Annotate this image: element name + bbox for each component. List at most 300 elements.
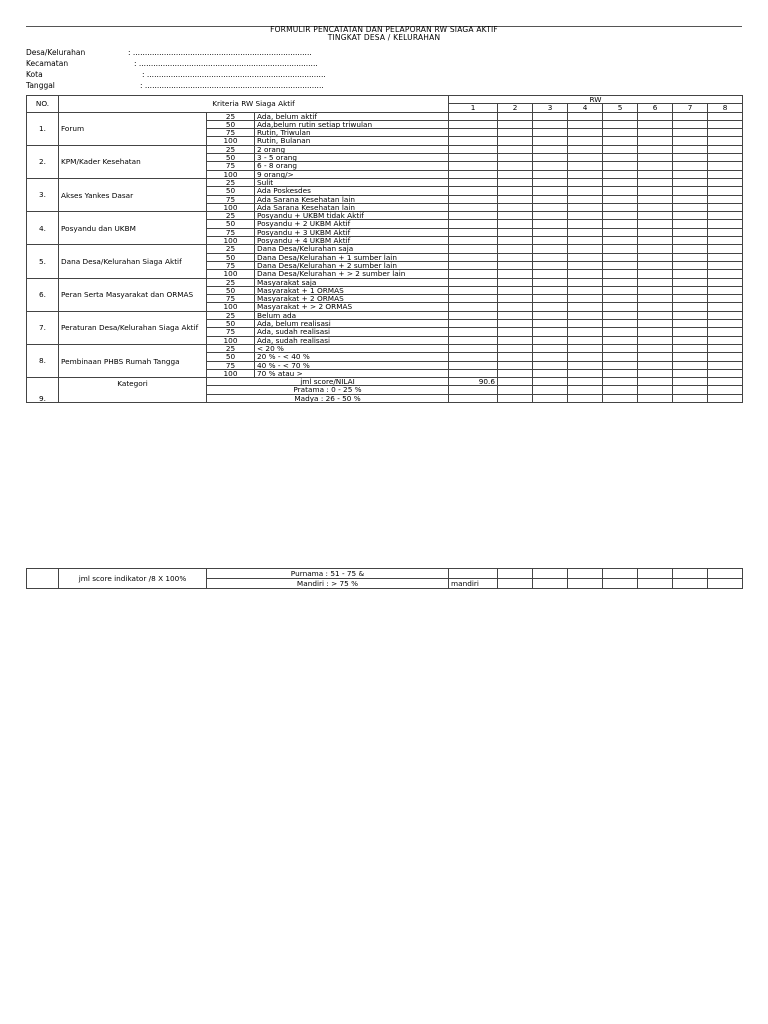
rw-cell[interactable] (533, 212, 568, 220)
rw-cell[interactable] (708, 170, 743, 178)
rw-cell[interactable] (673, 320, 708, 328)
rw-cell[interactable] (708, 569, 743, 579)
rw-cell[interactable] (673, 569, 708, 579)
rw-cell[interactable] (638, 394, 673, 402)
rw-cell[interactable] (603, 378, 638, 386)
rw-cell[interactable] (568, 344, 603, 352)
rw-cell[interactable] (603, 145, 638, 153)
rw-cell[interactable] (708, 394, 743, 402)
rw-cell[interactable] (533, 394, 568, 402)
rw-cell[interactable] (568, 295, 603, 303)
rw-cell[interactable] (498, 212, 533, 220)
rw-cell[interactable] (708, 220, 743, 228)
rw-cell[interactable] (673, 154, 708, 162)
rw-cell[interactable] (603, 137, 638, 145)
rw-cell[interactable] (449, 237, 498, 245)
rw-cell[interactable] (533, 162, 568, 170)
rw-cell[interactable] (603, 394, 638, 402)
rw-cell[interactable] (568, 154, 603, 162)
rw-cell[interactable] (603, 154, 638, 162)
rw-cell[interactable] (568, 112, 603, 120)
rw-cell[interactable] (603, 170, 638, 178)
rw-cell[interactable] (533, 336, 568, 344)
rw-cell[interactable] (603, 253, 638, 261)
rw-cell[interactable] (708, 162, 743, 170)
rw-cell[interactable] (568, 203, 603, 211)
rw-cell[interactable] (708, 344, 743, 352)
rw-cell[interactable] (638, 378, 673, 386)
rw-cell[interactable] (673, 212, 708, 220)
rw-cell[interactable] (708, 112, 743, 120)
rw-cell[interactable] (568, 261, 603, 269)
rw-cell[interactable] (603, 245, 638, 253)
rw-cell[interactable] (708, 245, 743, 253)
rw-cell[interactable] (568, 170, 603, 178)
rw-cell[interactable] (673, 178, 708, 186)
rw-cell[interactable] (498, 369, 533, 377)
rw-cell[interactable] (568, 245, 603, 253)
rw-cell[interactable] (449, 303, 498, 311)
rw-cell[interactable] (568, 286, 603, 294)
rw-cell[interactable] (498, 154, 533, 162)
rw-cell[interactable] (498, 120, 533, 128)
rw-cell[interactable] (673, 311, 708, 319)
rw-cell[interactable] (673, 112, 708, 120)
rw-cell[interactable] (533, 378, 568, 386)
rw-cell[interactable] (708, 286, 743, 294)
rw-cell[interactable] (673, 270, 708, 278)
rw-cell[interactable] (449, 311, 498, 319)
rw-cell[interactable] (498, 361, 533, 369)
rw-cell[interactable] (449, 394, 498, 402)
rw-cell[interactable] (638, 129, 673, 137)
rw-cell[interactable] (638, 145, 673, 153)
rw-cell[interactable] (533, 120, 568, 128)
rw-cell[interactable] (673, 295, 708, 303)
rw-cell[interactable] (638, 295, 673, 303)
rw-cell[interactable] (638, 170, 673, 178)
rw-cell[interactable] (708, 278, 743, 286)
rw-cell[interactable] (708, 303, 743, 311)
rw-cell[interactable] (533, 320, 568, 328)
rw-cell[interactable] (708, 369, 743, 377)
rw-cell[interactable] (673, 120, 708, 128)
rw-cell[interactable] (533, 386, 568, 394)
rw-cell[interactable] (708, 154, 743, 162)
rw-cell[interactable] (449, 353, 498, 361)
rw-cell[interactable] (533, 129, 568, 137)
rw-cell[interactable] (449, 187, 498, 195)
rw-cell[interactable] (603, 386, 638, 394)
rw-cell[interactable] (603, 344, 638, 352)
desc-cell: Ada, belum realisasi (255, 320, 449, 328)
rw-cell[interactable] (568, 145, 603, 153)
rw-cell[interactable] (498, 303, 533, 311)
rw-cell[interactable] (449, 320, 498, 328)
rw-cell[interactable] (449, 336, 498, 344)
rw-cell[interactable] (603, 295, 638, 303)
rw-cell[interactable] (638, 328, 673, 336)
rw-cell[interactable] (498, 137, 533, 145)
rw-cell[interactable] (708, 353, 743, 361)
rw-cell[interactable] (533, 245, 568, 253)
rw-cell[interactable] (638, 369, 673, 377)
rw-cell[interactable] (449, 178, 498, 186)
rw-cell[interactable] (673, 369, 708, 377)
rw-cell[interactable] (533, 303, 568, 311)
rw-cell[interactable] (533, 178, 568, 186)
criteria-number: 4. (27, 212, 59, 245)
rw-cell[interactable] (449, 369, 498, 377)
rw-cell[interactable] (603, 195, 638, 203)
rw-cell[interactable] (708, 187, 743, 195)
score-value-cell[interactable]: 90.6 (449, 378, 498, 386)
rw-cell[interactable] (533, 228, 568, 236)
rw-cell[interactable] (498, 328, 533, 336)
rw-cell[interactable] (638, 187, 673, 195)
rw-cell[interactable] (498, 286, 533, 294)
rw-cell[interactable] (568, 228, 603, 236)
rw-cell[interactable] (708, 295, 743, 303)
rw-cell[interactable] (449, 228, 498, 236)
rw-cell[interactable] (568, 328, 603, 336)
rw-cell[interactable] (498, 336, 533, 344)
rw-cell[interactable] (708, 145, 743, 153)
rw-cell[interactable] (449, 137, 498, 145)
rw-cell[interactable] (533, 253, 568, 261)
rw-cell[interactable] (533, 286, 568, 294)
rw-cell[interactable] (498, 311, 533, 319)
rw-cell[interactable] (533, 579, 568, 589)
rw-cell[interactable] (449, 212, 498, 220)
rw-cell[interactable] (449, 328, 498, 336)
rw-cell[interactable] (533, 270, 568, 278)
rw-cell[interactable] (708, 228, 743, 236)
rw-cell[interactable] (449, 344, 498, 352)
rw-cell[interactable] (603, 237, 638, 245)
rw-cell[interactable] (533, 112, 568, 120)
rw-cell[interactable] (449, 203, 498, 211)
rw-cell[interactable] (449, 245, 498, 253)
rw-cell[interactable] (498, 145, 533, 153)
rw-cell[interactable] (568, 270, 603, 278)
rw-cell[interactable] (638, 353, 673, 361)
rw-cell[interactable] (533, 170, 568, 178)
rw-cell[interactable] (638, 336, 673, 344)
rw-cell[interactable] (638, 286, 673, 294)
rw-cell[interactable] (498, 261, 533, 269)
rw-cell[interactable] (708, 320, 743, 328)
rw-cell[interactable] (603, 369, 638, 377)
rw-cell[interactable] (673, 286, 708, 294)
rw-cell[interactable] (533, 369, 568, 377)
rw-cell[interactable] (533, 203, 568, 211)
rw-cell[interactable] (603, 162, 638, 170)
rw-cell[interactable] (498, 394, 533, 402)
rw-cell[interactable] (568, 320, 603, 328)
rw-cell[interactable] (449, 120, 498, 128)
rw-cell[interactable] (603, 579, 638, 589)
rw-cell[interactable] (673, 203, 708, 211)
rw-cell[interactable] (708, 378, 743, 386)
rw-cell[interactable] (638, 154, 673, 162)
rw-cell[interactable] (568, 353, 603, 361)
rw-cell[interactable] (498, 295, 533, 303)
rw-cell[interactable] (533, 187, 568, 195)
rw-cell[interactable] (449, 112, 498, 120)
rw-cell[interactable] (568, 569, 603, 579)
rw-cell[interactable] (708, 120, 743, 128)
rw-cell[interactable] (533, 311, 568, 319)
rw-cell[interactable] (498, 178, 533, 186)
rw-cell[interactable] (498, 228, 533, 236)
rw-cell[interactable] (673, 145, 708, 153)
rw-cell[interactable] (603, 336, 638, 344)
rw-cell[interactable] (673, 162, 708, 170)
rw-cell[interactable] (568, 162, 603, 170)
rw-cell[interactable] (603, 120, 638, 128)
rw-cell[interactable] (498, 569, 533, 579)
rw-cell[interactable] (498, 203, 533, 211)
rw-cell[interactable] (673, 129, 708, 137)
rw-cell[interactable] (638, 120, 673, 128)
result-cell[interactable]: mandiri (449, 579, 498, 589)
rw-cell[interactable] (673, 245, 708, 253)
rw-cell[interactable] (638, 178, 673, 186)
rw-cell[interactable] (708, 261, 743, 269)
rw-cell[interactable] (638, 203, 673, 211)
rw-cell[interactable] (708, 212, 743, 220)
rw-cell[interactable] (673, 361, 708, 369)
rw-cell[interactable] (708, 178, 743, 186)
rw-cell[interactable] (603, 311, 638, 319)
rw-cell[interactable] (498, 386, 533, 394)
rw-cell[interactable] (673, 278, 708, 286)
rw-cell[interactable] (638, 303, 673, 311)
rw-cell[interactable] (498, 129, 533, 137)
rw-cell[interactable] (638, 212, 673, 220)
rw-cell[interactable] (568, 178, 603, 186)
rw-cell[interactable] (449, 261, 498, 269)
rw-cell[interactable] (533, 195, 568, 203)
rw-cell[interactable] (603, 187, 638, 195)
rw-cell[interactable] (708, 270, 743, 278)
rw-cell[interactable] (533, 137, 568, 145)
rw-cell[interactable] (708, 129, 743, 137)
rw-cell[interactable] (568, 187, 603, 195)
rw-cell[interactable] (449, 162, 498, 170)
rw-cell[interactable] (449, 253, 498, 261)
rw-cell[interactable] (449, 386, 498, 394)
rw-cell[interactable] (533, 328, 568, 336)
rw-cell[interactable] (673, 336, 708, 344)
rw-cell[interactable] (708, 311, 743, 319)
rw-cell[interactable] (449, 286, 498, 294)
rw-cell[interactable] (568, 378, 603, 386)
rw-cell[interactable] (708, 361, 743, 369)
rw-cell[interactable] (568, 303, 603, 311)
rw-cell[interactable] (638, 237, 673, 245)
rw-cell[interactable] (673, 220, 708, 228)
rw-cell[interactable] (498, 270, 533, 278)
rw-cell[interactable] (603, 303, 638, 311)
rw-cell[interactable] (498, 320, 533, 328)
rw-cell[interactable] (603, 212, 638, 220)
rw-cell[interactable] (498, 253, 533, 261)
rw-cell[interactable] (638, 137, 673, 145)
rw-cell[interactable] (568, 220, 603, 228)
rw-cell[interactable] (533, 569, 568, 579)
rw-cell[interactable] (568, 336, 603, 344)
rw-cell[interactable] (603, 261, 638, 269)
rw-cell[interactable] (708, 237, 743, 245)
rw-cell[interactable] (638, 162, 673, 170)
rw-cell[interactable] (603, 220, 638, 228)
rw-cell[interactable] (638, 261, 673, 269)
rw-cell[interactable] (673, 344, 708, 352)
rw-cell[interactable] (568, 120, 603, 128)
rw-cell[interactable] (603, 129, 638, 137)
rw-cell[interactable] (638, 270, 673, 278)
rw-cell[interactable] (498, 353, 533, 361)
rw-cell[interactable] (673, 386, 708, 394)
rw-cell[interactable] (638, 195, 673, 203)
rw-cell[interactable] (498, 220, 533, 228)
rw-cell[interactable] (568, 361, 603, 369)
rw-cell[interactable] (603, 228, 638, 236)
rw-cell[interactable] (568, 212, 603, 220)
rw-cell[interactable] (568, 129, 603, 137)
rw-cell[interactable] (603, 178, 638, 186)
rw-cell[interactable] (449, 361, 498, 369)
rw-cell[interactable] (603, 112, 638, 120)
rw-cell[interactable] (498, 278, 533, 286)
rw-cell[interactable] (498, 579, 533, 589)
rw-cell[interactable] (533, 237, 568, 245)
rw-cell[interactable] (673, 253, 708, 261)
rw-cell[interactable] (673, 195, 708, 203)
rw-cell[interactable] (568, 579, 603, 589)
rw-cell[interactable] (568, 394, 603, 402)
rw-cell[interactable] (449, 154, 498, 162)
rw-cell[interactable] (708, 203, 743, 211)
rw-cell[interactable] (638, 311, 673, 319)
rw-cell[interactable] (638, 228, 673, 236)
rw-cell[interactable] (603, 286, 638, 294)
rw-cell[interactable] (638, 220, 673, 228)
rw-cell[interactable] (498, 245, 533, 253)
rw-cell[interactable] (638, 253, 673, 261)
rw-cell[interactable] (673, 228, 708, 236)
rw-cell[interactable] (708, 336, 743, 344)
rw-cell[interactable] (638, 112, 673, 120)
rw-cell[interactable] (498, 170, 533, 178)
rw-cell[interactable] (533, 295, 568, 303)
rw-cell[interactable] (533, 361, 568, 369)
field-value: : ........................................................................... (128, 49, 312, 57)
rw-cell[interactable] (449, 195, 498, 203)
rw-cell[interactable] (603, 278, 638, 286)
rw-cell[interactable] (449, 145, 498, 153)
rw-cell[interactable] (603, 328, 638, 336)
rw-cell[interactable] (568, 311, 603, 319)
rw-cell[interactable] (533, 220, 568, 228)
rw-cell[interactable] (568, 369, 603, 377)
rw-cell[interactable] (708, 386, 743, 394)
rw-cell[interactable] (673, 261, 708, 269)
rw-cell[interactable] (673, 303, 708, 311)
rw-cell[interactable] (708, 253, 743, 261)
rw-cell[interactable] (708, 328, 743, 336)
rw-cell[interactable] (638, 320, 673, 328)
rw-cell[interactable] (568, 195, 603, 203)
rw-cell[interactable] (449, 278, 498, 286)
rw-cell[interactable] (533, 344, 568, 352)
rw-cell[interactable] (708, 137, 743, 145)
rw-cell[interactable] (449, 170, 498, 178)
rw-cell[interactable] (673, 170, 708, 178)
rw-cell[interactable] (673, 137, 708, 145)
rw-cell[interactable] (498, 378, 533, 386)
rw-cell[interactable] (673, 394, 708, 402)
rw-cell[interactable] (533, 278, 568, 286)
rw-cell[interactable] (533, 353, 568, 361)
rw-cell[interactable] (498, 187, 533, 195)
rw-cell[interactable] (638, 569, 673, 579)
rw-cell[interactable] (673, 187, 708, 195)
rw-cell[interactable] (673, 378, 708, 386)
rw-cell[interactable] (708, 195, 743, 203)
rw-cell[interactable] (568, 386, 603, 394)
rw-cell[interactable] (533, 261, 568, 269)
rw-cell[interactable] (708, 579, 743, 589)
rw-cell[interactable] (449, 129, 498, 137)
rw-cell[interactable] (638, 361, 673, 369)
rw-cell[interactable] (449, 295, 498, 303)
rw-cell[interactable] (638, 278, 673, 286)
rw-cell[interactable] (533, 154, 568, 162)
rw-cell[interactable] (638, 344, 673, 352)
rw-cell[interactable] (498, 112, 533, 120)
rw-cell[interactable] (638, 245, 673, 253)
rw-cell[interactable] (673, 237, 708, 245)
rw-cell[interactable] (449, 569, 498, 579)
rw-cell[interactable] (498, 237, 533, 245)
rw-cell[interactable] (568, 137, 603, 145)
rw-cell[interactable] (603, 320, 638, 328)
rw-cell[interactable] (498, 195, 533, 203)
rw-cell[interactable] (638, 386, 673, 394)
rw-cell[interactable] (498, 162, 533, 170)
rw-cell[interactable] (673, 328, 708, 336)
score-cell: 50 (207, 120, 255, 128)
rw-cell[interactable] (449, 270, 498, 278)
rw-cell[interactable] (568, 237, 603, 245)
rw-cell[interactable] (568, 278, 603, 286)
rw-cell[interactable] (603, 569, 638, 579)
rw-cell[interactable] (603, 203, 638, 211)
rw-cell[interactable] (603, 270, 638, 278)
rw-cell[interactable] (449, 220, 498, 228)
rw-cell[interactable] (603, 353, 638, 361)
rw-cell[interactable] (533, 145, 568, 153)
rw-cell[interactable] (568, 253, 603, 261)
rw-cell[interactable] (638, 579, 673, 589)
rw-cell[interactable] (603, 361, 638, 369)
rw-cell[interactable] (673, 353, 708, 361)
rw-cell[interactable] (498, 344, 533, 352)
rw-cell[interactable] (673, 579, 708, 589)
